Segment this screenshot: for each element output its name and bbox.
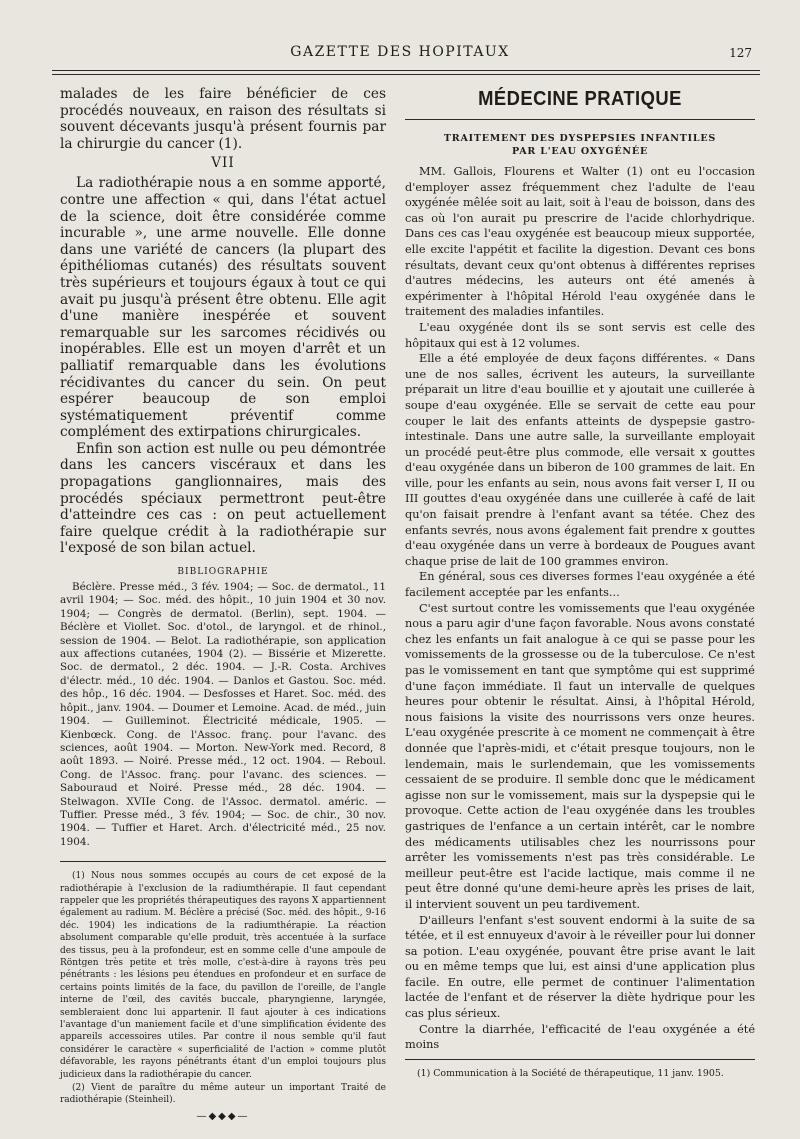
continued-paragraph: malades de les faire bénéficier de ces procédés nouveaux, en raison des résultats si souvent décevants jusqu'à présent fournis par la chirurgie du cancer (1). (60, 86, 386, 152)
article-paragraph-3: Elle a été employée de deux façons différentes. « Dans une de nos salles, écrivent les auteurs, la surveillante préparait un litre d'eau bouillie et y ajoutait une cuillerée à soupe d'eau oxygénée. Elle se servait de cette eau pour couper le lait des enfants atteints de dyspepsie gastro-intestinale. Dans une autre salle, la surveillante employait un procédé peut-être plus commode, elle versait x gouttes d'eau oxygénée dans un biberon de 100 grammes de lait. En ville, pour les enfants au sein, nous avons fait verser I, II ou III gouttes d'eau oxygénée dans une cuillerée à café de lait qu'on faisait prendre à l'enfant avant sa tétée. Chez des enfants sevrés, nous avons également fait prendre x gouttes d'eau oxygénée dans un verre à bordeaux de Pougues avant chaque prise de lait de 100 grammes environ. (405, 352, 755, 568)
article-paragraph-5: C'est surtout contre les vomissements que l'eau oxygénée nous a paru agir d'une façon favorable. Nous avons constaté chez les enfants un fait analogue à ce qui se passe pour les vomissements de la grossesse ou de la tuberculose. Ce n'est pas le vomissement en tant que symptôme qui est supprimé d'une façon immédiate. Il faut un intervalle de quelques heures pour obtenir le résultat. Ainsi, à l'hôpital Hérold, nous faisions la visite des nourrissons vers onze heures. L'eau oxygénée prescrite à ce moment ne commençait à être donnée que l'après-midi, et c'était presque toujours, non le lendemain, mais le surlendemain, que les vomissements cessaient de se produire. Il semble donc que le médicament agisse non sur le vomissement, mais sur la dyspepsie qui le provoque. Cette action de l'eau oxygénée dans les troubles gastriques de l'enfance a un certain intérêt, car le nombre des médicaments utilisables chez les nourrissons pour arrêter les vomissements n'est pas très considérable. Le meilleur peut-être est l'acide lactique, mais comme il ne peut être donné qu'une demi-heure après les prises de lait, il intervient souvent un peu tardivement. (405, 601, 755, 911)
footnote-rule-right (405, 1059, 755, 1060)
footnote-1: (1) Nous nous sommes occupés au cours de cet exposé de la radiothérapie à l'exclusion de la radiumthérapie. Il faut cependant rappeler que les propriétés thérapeutiques des rayons X appartiennent également au radium. M. Béclère a précisé (Soc. méd. des hôpit., 9-16 déc. 1904) les indications de la radiumthérapie. La réaction absolument comparable qu'elle produit, très accentuée à la surface des tissus, peu à la profondeur, est en somme celle d'une ampoule de Röntgen très petite et très molle, c'est-à-dire à rayons très peu pénétrants : les lésions peu étendues en profondeur et en surface de certains points limités de la face, du pavillon de l'oreille, de l'angle interne de l'œil, des cavités buccale, pharyngienne, laryngée, sembleraient donc lui appartenir. Il faut ajouter à ces indications l'avantage d'un maniement facile et d'une simplification évidente des appareils accessoires utiles. Par contre il nous semble qu'il faut considérer le caractère « superficialité de l'action » comme plutôt défavorable, les rayons pénétrants étant d'un emploi toujours plus judicieux dans la radiothérapie du cancer. (60, 871, 386, 1080)
header-rule (52, 70, 760, 71)
bibliography-heading: BIBLIOGRAPHIE (177, 567, 269, 578)
article-heading-line-1: TRAITEMENT DES DYSPEPSIES INFANTILES (443, 133, 717, 144)
section-number: VII (211, 155, 235, 172)
article-paragraph-7: Contre la diarrhée, l'efficacité de l'eau oxygénée a été moins (405, 1022, 755, 1052)
header-rule-second (52, 74, 760, 75)
article-paragraph-2: L'eau oxygénée dont ils se sont servis est celle des hôpitaux qui est à 12 volumes. (405, 320, 755, 350)
footnote-rule (60, 861, 386, 862)
title-rule (405, 119, 755, 120)
article-heading-line-2: PAR L'EAU OXYGÉNÉE (512, 146, 648, 157)
running-head: GAZETTE DES HOPITAUX (290, 44, 510, 60)
article-paragraph-4: En général, sous ces diverses formes l'eau oxygénée a été facilement acceptée par les enfants... (405, 570, 755, 600)
bibliography-text: Béclère. Presse méd., 3 fév. 1904; — Soc. de dermatol., 11 avril 1904; — Soc. méd. des hôpit., 10 juin 1904 et 30 nov. 1904; — Congrès de dermatol. (Berlin), sept. 1904. — Béclère et Viollet. Soc. d'otol., de laryngol. et de rhinol., session de 1904. — Belot. La radiothérapie, son application aux affections cutanées, 1904 (2). — Bissérie et Mizerette. Soc. de dermatol., 2 déc. 1904. — J.-R. Costa. Archives d'électr. méd., 10 déc. 1904. — Danlos et Gastou. Soc. méd. des hôp., 16 déc. 1904. — Desfosses et Haret. Soc. méd. des hôpit., janv. 1904. — Doumer et Lemoine. Acad. de méd., juin 1904. — Guilleminot. Électricité médicale, 1905. — Kienbœck. Cong. de l'Assoc. franç. pour l'avanc. des sciences, août 1904. — Morton. New-York med. Record, 8 août 1893. — Noiré. Presse méd., 12 oct. 1904. — Reboul. Cong. de l'Assoc. franç. pour l'avanc. des sciences. — Sabouraud et Noiré. Presse méd., 28 déc. 1904. — Stelwagon. XVIIe Cong. de l'Assoc. dermatol. améric. — Tuffier. Presse méd., 3 fév. 1904; — Soc. de chir., 30 nov. 1904. — Tuffier et Haret. Arch. d'électricité méd., 25 nov. 1904. (60, 581, 386, 848)
article-footnote: (1) Communication à la Société de thérapeutique, 11 janv. 1905. (417, 1067, 724, 1079)
end-ornament: —◆◆◆— (196, 1110, 250, 1122)
left-column (60, 86, 386, 1122)
conclusion-paragraph-2: Enfin son action est nulle ou peu démontrée dans les cancers viscéraux et dans les propagations ganglionnaires, mais des procédés spéciaux permettront peut-être d'atteindre ces cas : on peut actuellement faire quelque crédit à la radiothérapie sur l'exposé de son bilan actuel. (60, 440, 386, 557)
article-paragraph-1: MM. Gallois, Flourens et Walter (1) ont eu l'occasion d'employer assez fréquemment chez l'adulte de l'eau oxygénée mêlée soit au lait, soit à l'eau de boisson, dans des cas où l'on aurait pu prescrire de l'acide chlorhydrique. Dans ces cas l'eau oxygénée est beaucoup mieux supportée, elle excite l'appétit et facilite la digestion. Devant ces bons résultats, devant ceux qu'ont obtenus à différentes reprises d'autres médecins, les auteurs ont été amenés à expérimenter à l'hôpital Hérold l'eau oxygénée dans le traitement des maladies infantiles. (405, 165, 755, 319)
conclusion-paragraph-1: La radiothérapie nous a en somme apporté, contre une affection « qui, dans l'état actuel de la science, doit être considérée comme incurable », une arme nouvelle. Elle donne dans une variété de cancers (la plupart des épithéliomas cutanés) des résultats souvent très supérieurs et toujours égaux à tout ce qui avait pu jusqu'à présent être obtenu. Elle agit d'une manière inespérée et souvent remarquable sur les sarcomes récidivés ou inopérables. Elle est un moyen d'arrêt et un palliatif remarquable dans les évolutions récidivantes du cancer du sein. On peut espérer beaucoup de son emploi systématiquement préventif comme complément des extirpations chirurgicales. (60, 175, 386, 441)
footnote-2: (2) Vient de paraître du même auteur un important Traité de radiothérapie (Steinheil). (60, 1083, 386, 1106)
right-column (405, 86, 755, 1080)
article-paragraph-6: D'ailleurs l'enfant s'est souvent endormi à la suite de sa tétée, et il est ennuyeux d'avoir à le réveiller pour lui donner sa potion. L'eau oxygénée, pouvant être prise avant le lait ou en même temps que lui, est ainsi d'une application plus facile. En outre, elle permet de continuer l'alimentation lactée de l'enfant et de réserver la diète hydrique pour les cas plus sérieux. (405, 913, 755, 1021)
section-title: MÉDECINE PRATIQUE (478, 88, 682, 110)
page-number: 127 (729, 46, 752, 60)
article-heading (405, 132, 755, 158)
